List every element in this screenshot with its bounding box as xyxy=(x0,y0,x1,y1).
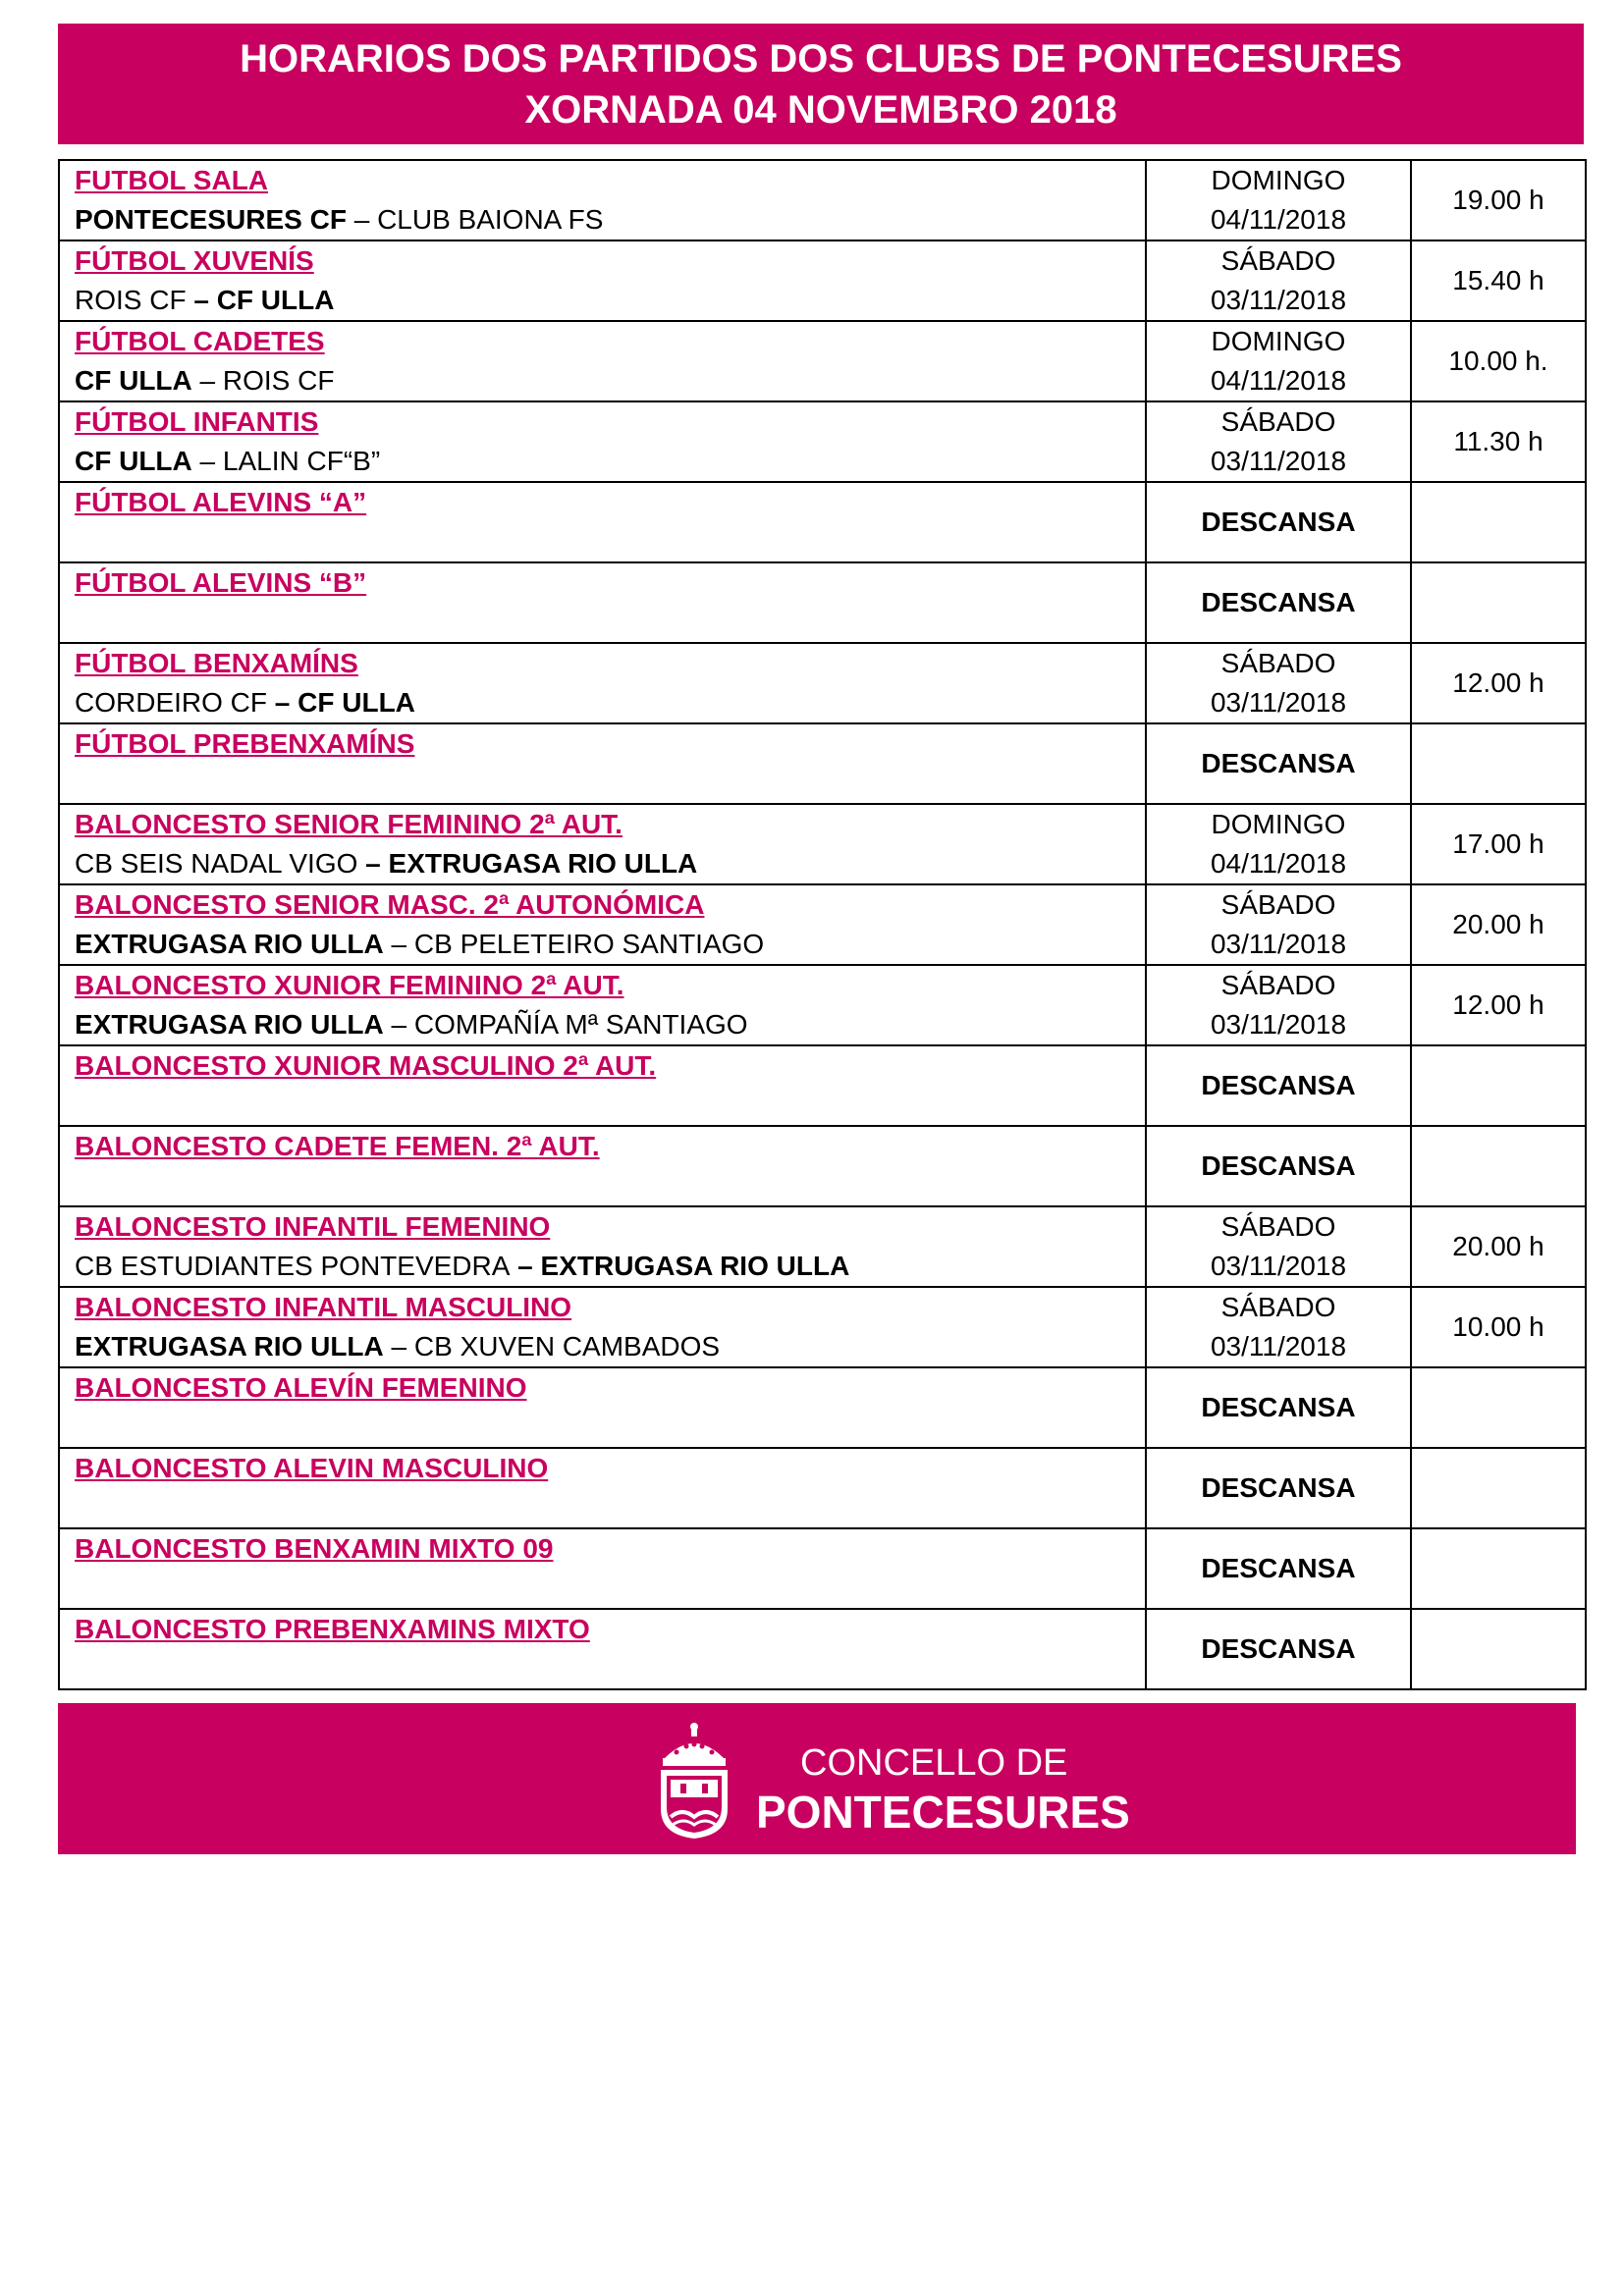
match-time: 20.00 h xyxy=(1411,884,1586,965)
category-link[interactable]: FUTBOL SALA xyxy=(75,165,269,195)
home-team: ROIS CF xyxy=(75,285,187,315)
date-cell xyxy=(1146,482,1411,562)
match-teams xyxy=(75,442,1145,481)
match-cell xyxy=(59,482,1146,562)
date-cell xyxy=(1146,723,1411,804)
match-cell xyxy=(59,160,1146,240)
table-row xyxy=(59,321,1586,401)
team-separator: – xyxy=(267,687,298,718)
table-row xyxy=(59,1367,1586,1448)
match-day: SÁBADO xyxy=(1220,1211,1336,1242)
date-cell xyxy=(1146,1528,1411,1609)
away-team: CB PELETEIRO SANTIAGO xyxy=(413,929,765,959)
match-date: 03/11/2018 xyxy=(1210,285,1347,315)
footer-line2: PONTECESURES xyxy=(756,1787,1130,1838)
date-cell xyxy=(1146,1206,1411,1287)
rest-label: DESCANSA xyxy=(1201,507,1356,537)
rest-label: DESCANSA xyxy=(1201,1070,1356,1100)
municipal-crest-icon xyxy=(655,1719,733,1841)
match-time: 12.00 h xyxy=(1411,643,1586,723)
date-cell xyxy=(1146,643,1411,723)
match-cell xyxy=(59,1287,1146,1367)
match-time xyxy=(1411,1367,1586,1448)
team-separator: – xyxy=(383,1009,414,1040)
match-day: SÁBADO xyxy=(1220,1292,1336,1322)
match-time xyxy=(1411,1126,1586,1206)
match-time xyxy=(1411,1045,1586,1126)
date-cell xyxy=(1146,1126,1411,1206)
match-cell xyxy=(59,562,1146,643)
away-team: CB XUVEN CAMBADOS xyxy=(413,1331,721,1362)
table-row xyxy=(59,1448,1586,1528)
match-date: 03/11/2018 xyxy=(1210,1331,1347,1362)
match-date: 04/11/2018 xyxy=(1210,365,1347,396)
home-team: CB SEIS NADAL VIGO xyxy=(75,848,358,879)
match-time: 15.40 h xyxy=(1411,240,1586,321)
category-link[interactable]: FÚTBOL ALEVINS “B” xyxy=(75,567,367,598)
rest-label: DESCANSA xyxy=(1201,1472,1356,1503)
match-teams xyxy=(75,1247,1145,1286)
date-cell xyxy=(1146,1609,1411,1689)
table-row xyxy=(59,1528,1586,1609)
category-link[interactable]: FÚTBOL CADETES xyxy=(75,326,325,356)
match-time xyxy=(1411,1609,1586,1689)
match-day: DOMINGO xyxy=(1211,165,1346,195)
table-row xyxy=(59,1206,1586,1287)
date-cell xyxy=(1146,1287,1411,1367)
table-row xyxy=(59,804,1586,884)
home-team: CORDEIRO CF xyxy=(75,687,267,718)
match-teams xyxy=(75,764,1145,803)
match-day: DOMINGO xyxy=(1211,809,1346,839)
footer-banner xyxy=(58,1703,1576,1854)
rest-label: DESCANSA xyxy=(1201,748,1356,778)
table-row xyxy=(59,1609,1586,1689)
category-link[interactable]: FÚTBOL XUVENÍS xyxy=(75,245,314,276)
match-time: 11.30 h xyxy=(1411,401,1586,482)
team-separator: – xyxy=(357,848,389,879)
match-teams xyxy=(75,603,1145,642)
category-link[interactable]: FÚTBOL ALEVINS “A” xyxy=(75,487,367,517)
table-row xyxy=(59,1045,1586,1126)
match-time xyxy=(1411,482,1586,562)
home-team: EXTRUGASA RIO ULLA xyxy=(75,929,384,959)
team-separator: – xyxy=(186,285,217,315)
match-cell xyxy=(59,1609,1146,1689)
match-date: 03/11/2018 xyxy=(1210,687,1347,718)
date-cell xyxy=(1146,321,1411,401)
table-row xyxy=(59,240,1586,321)
date-cell xyxy=(1146,884,1411,965)
match-cell xyxy=(59,643,1146,723)
match-teams xyxy=(75,1569,1145,1608)
away-team: EXTRUGASA RIO ULLA xyxy=(388,848,698,879)
match-time xyxy=(1411,1528,1586,1609)
away-team: EXTRUGASA RIO ULLA xyxy=(540,1251,850,1281)
table-row xyxy=(59,723,1586,804)
match-teams xyxy=(75,1166,1145,1205)
match-teams xyxy=(75,1408,1145,1447)
match-cell xyxy=(59,240,1146,321)
table-row xyxy=(59,401,1586,482)
away-team: CF ULLA xyxy=(298,687,415,718)
date-cell xyxy=(1146,1367,1411,1448)
match-date: 04/11/2018 xyxy=(1210,848,1347,879)
date-cell xyxy=(1146,965,1411,1045)
date-cell xyxy=(1146,1448,1411,1528)
away-team: LALIN CF“B” xyxy=(222,446,381,476)
match-teams xyxy=(75,844,1145,883)
match-day: SÁBADO xyxy=(1220,970,1336,1000)
category-link[interactable]: BALONCESTO INFANTIL MASCULINO xyxy=(75,1292,572,1322)
match-teams xyxy=(75,281,1145,320)
match-date: 03/11/2018 xyxy=(1210,1009,1347,1040)
match-teams xyxy=(75,1488,1145,1527)
match-cell xyxy=(59,1045,1146,1126)
match-cell xyxy=(59,884,1146,965)
header-subtitle: XORNADA 04 NOVEMBRO 2018 xyxy=(524,87,1117,132)
match-teams xyxy=(75,361,1145,400)
date-cell xyxy=(1146,562,1411,643)
match-teams xyxy=(75,1005,1145,1044)
category-link[interactable]: BALONCESTO SENIOR MASC. 2ª AUTONÓMICA xyxy=(75,889,705,920)
away-team: CLUB BAIONA FS xyxy=(377,204,604,235)
rest-label: DESCANSA xyxy=(1201,1150,1356,1181)
home-team: EXTRUGASA RIO ULLA xyxy=(75,1009,384,1040)
date-cell xyxy=(1146,160,1411,240)
match-cell xyxy=(59,723,1146,804)
match-teams xyxy=(75,1327,1145,1366)
home-team: CF ULLA xyxy=(75,446,192,476)
match-time xyxy=(1411,562,1586,643)
match-cell xyxy=(59,321,1146,401)
category-link[interactable]: BALONCESTO XUNIOR MASCULINO 2ª AUT. xyxy=(75,1050,657,1081)
match-cell xyxy=(59,1448,1146,1528)
date-cell xyxy=(1146,1045,1411,1126)
match-day: SÁBADO xyxy=(1220,406,1336,437)
match-teams xyxy=(75,925,1145,964)
team-separator: – xyxy=(191,365,223,396)
match-day: SÁBADO xyxy=(1220,648,1336,678)
match-teams xyxy=(75,1649,1145,1688)
category-link[interactable]: BALONCESTO ALEVIN MASCULINO xyxy=(75,1453,549,1483)
category-link[interactable]: FÚTBOL BENXAMÍNS xyxy=(75,648,358,678)
table-row xyxy=(59,1126,1586,1206)
table-row xyxy=(59,965,1586,1045)
category-link[interactable]: BALONCESTO BENXAMIN MIXTO 09 xyxy=(75,1533,554,1564)
header-title: HORARIOS DOS PARTIDOS DOS CLUBS DE PONTECESURES xyxy=(240,36,1402,80)
team-separator: – xyxy=(191,446,223,476)
home-team: EXTRUGASA RIO ULLA xyxy=(75,1331,384,1362)
match-day: SÁBADO xyxy=(1220,889,1336,920)
category-link[interactable]: FÚTBOL PREBENXAMÍNS xyxy=(75,728,415,759)
match-time: 12.00 h xyxy=(1411,965,1586,1045)
date-cell xyxy=(1146,804,1411,884)
match-cell xyxy=(59,804,1146,884)
match-time: 10.00 h. xyxy=(1411,321,1586,401)
rest-label: DESCANSA xyxy=(1201,1633,1356,1664)
match-time: 19.00 h xyxy=(1411,160,1586,240)
schedule-table xyxy=(58,159,1587,1690)
match-date: 03/11/2018 xyxy=(1210,929,1347,959)
match-day: DOMINGO xyxy=(1211,326,1346,356)
team-separator: – xyxy=(383,929,414,959)
home-team: CB ESTUDIANTES PONTEVEDRA xyxy=(75,1251,511,1281)
table-row xyxy=(59,1287,1586,1367)
match-date: 03/11/2018 xyxy=(1210,1251,1347,1281)
away-team: CF ULLA xyxy=(216,285,335,315)
rest-label: DESCANSA xyxy=(1201,1392,1356,1422)
match-cell xyxy=(59,965,1146,1045)
category-link[interactable]: BALONCESTO CADETE FEMEN. 2ª AUT. xyxy=(75,1131,600,1161)
match-day: SÁBADO xyxy=(1220,245,1336,276)
match-time xyxy=(1411,1448,1586,1528)
category-link[interactable]: BALONCESTO INFANTIL FEMENINO xyxy=(75,1211,551,1242)
match-teams xyxy=(75,522,1145,561)
match-teams xyxy=(75,1086,1145,1125)
category-link[interactable]: BALONCESTO XUNIOR FEMININO 2ª AUT. xyxy=(75,970,624,1000)
team-separator: – xyxy=(346,204,378,235)
table-row xyxy=(59,884,1586,965)
category-link[interactable]: FÚTBOL INFANTIS xyxy=(75,406,319,437)
away-team: COMPAÑÍA Mª SANTIAGO xyxy=(413,1009,748,1040)
table-row xyxy=(59,562,1586,643)
date-cell xyxy=(1146,401,1411,482)
match-date: 03/11/2018 xyxy=(1210,446,1347,476)
match-time: 20.00 h xyxy=(1411,1206,1586,1287)
team-separator: – xyxy=(383,1331,414,1362)
match-date: 04/11/2018 xyxy=(1210,204,1347,235)
date-cell xyxy=(1146,240,1411,321)
match-cell xyxy=(59,1126,1146,1206)
away-team: ROIS CF xyxy=(222,365,335,396)
match-time: 17.00 h xyxy=(1411,804,1586,884)
match-teams xyxy=(75,683,1145,722)
rest-label: DESCANSA xyxy=(1201,587,1356,617)
match-cell xyxy=(59,1206,1146,1287)
page-header xyxy=(58,24,1584,144)
match-cell xyxy=(59,401,1146,482)
table-row xyxy=(59,482,1586,562)
match-cell xyxy=(59,1528,1146,1609)
category-link[interactable]: BALONCESTO SENIOR FEMININO 2ª AUT. xyxy=(75,809,623,839)
table-row xyxy=(59,643,1586,723)
category-link[interactable]: BALONCESTO ALEVÍN FEMENINO xyxy=(75,1372,527,1403)
home-team: PONTECESURES CF xyxy=(75,204,347,235)
match-teams xyxy=(75,200,1145,240)
match-cell xyxy=(59,1367,1146,1448)
team-separator: – xyxy=(510,1251,541,1281)
match-time xyxy=(1411,723,1586,804)
footer-line1: CONCELLO DE xyxy=(800,1742,1068,1784)
match-time: 10.00 h xyxy=(1411,1287,1586,1367)
rest-label: DESCANSA xyxy=(1201,1553,1356,1583)
category-link[interactable]: BALONCESTO PREBENXAMINS MIXTO xyxy=(75,1614,590,1644)
table-row xyxy=(59,160,1586,240)
home-team: CF ULLA xyxy=(75,365,192,396)
